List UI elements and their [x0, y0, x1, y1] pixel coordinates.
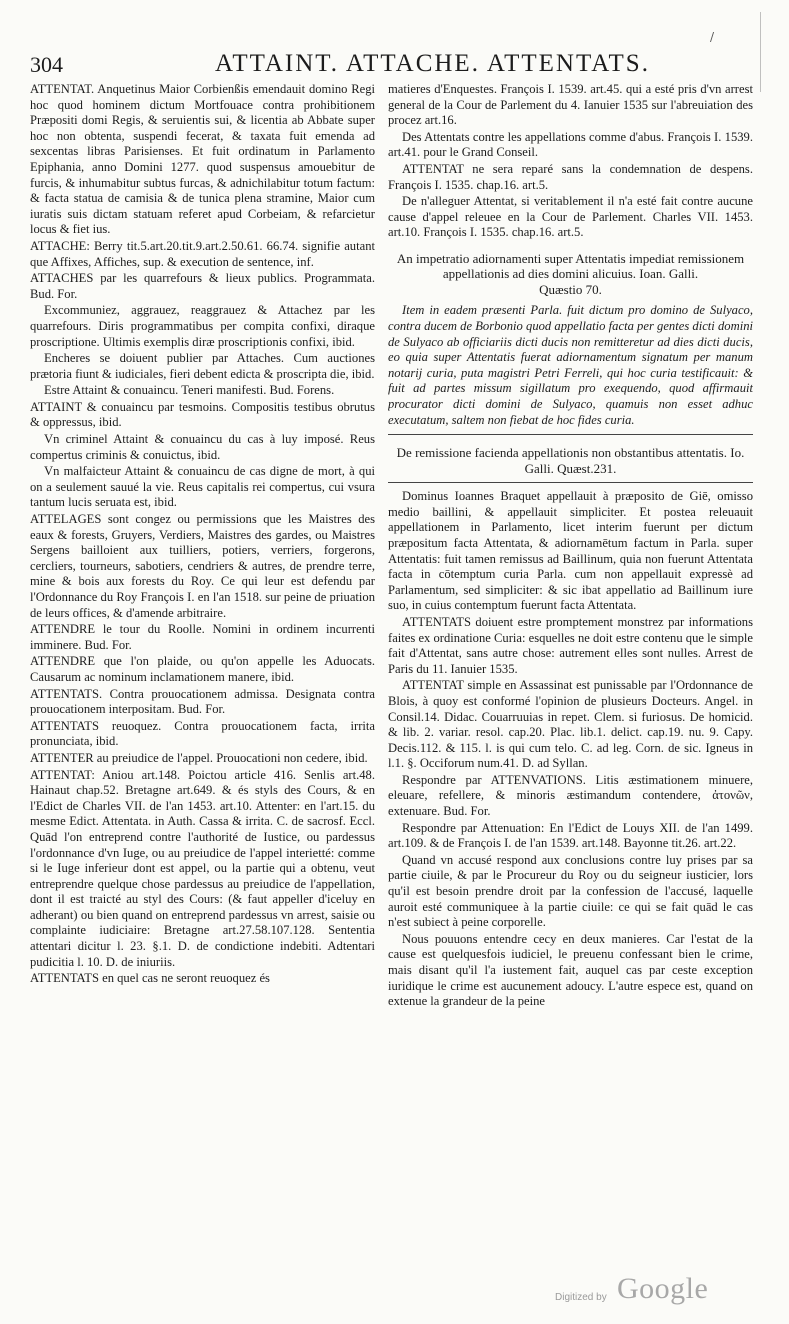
question-heading: [388, 251, 753, 298]
paragraph: ATTELAGES sont congez ou permissions que les Maistres des eaux & forests, Gruyers, Verdiers, Maistres des gardes, ou Maistres Sergens bailloient aux tuilliers, potiers, verriers, forgerons, cercliers, tourneurs, sabotiers, cendriers & autres, de prendre terre, mine & bois aux forests du Roy. Ce qui leur est defendu par l'Ordonnance du Roy François I. en l'an 1518. sur peine de priuation de leurs offices, & d'amende arbitraire.: [30, 512, 375, 620]
paragraph: ATTENDRE le tour du Roolle. Nomini in ordinem incurrenti imminere. Bud. For.: [30, 622, 375, 652]
paragraph: ATTENTAT: Aniou art.148. Poictou article 416. Senlis art.48. Hainaut chap.52. Bretagne art.649. & és styls des Cours, & en l'Edict de Charles VII. de l'an 1453. art.10. Attenter: en l'art.15. du mesme Edict. Attentata. in Auth. Cassa & irrita. C. de sacrosf. Eccl. Quād l'on entreprend contre l'authorité de Iustice, ou pardessus l'ordonnance d'vn Iuge, ou au preiudice de l'appel interietté: comme si le Iuge inferieur dont est appel, ou la partie qui a obtenu, veut entreprendre quelque chose pardessus au preiudice de l'appellation, dont il est traicté au styl des Cours: (& faut appeller d'iceluy en adherant) ou bien quand on entreprend pardessus vn arrest, saisie ou complainte iudiciaire: Bretagne art.27.58.107.128. Sententia attentari dicitur l. 23. §.1. D. de condictione indebiti. Adtentari pudicitia l. 10. D. de iniuriis.: [30, 767, 375, 969]
question-body: Item in eadem præsenti Parla. fuit dictum pro domino de Sulyaco, contra ducem de Borbonio quod appellatio facta per gentes dicti domini de Sulyaco ab officiariis dicti ducis non remitteretur ad dies dicti ducis, eo quia super Attentatis fuerat adiornamentum signatum per manum notarij curia, puta magistri Petri Ferreli, qui hoc curia testificauit: & fuit ad partes missum sigillatum pro exequendo, quod affirmauit procurator dicti domini de Sulyaco, quamuis non esset adhuc executatum, saltem non fiebat de hoc fides curia.: [388, 303, 753, 427]
paragraph: ATTAINT & conuaincu par tesmoins. Compositis testibus obrutus & oppressus, ibid.: [30, 399, 375, 430]
paragraph: ATTACHES par les quarrefours & lieux publics. Programmata. Bud. For.: [30, 271, 375, 301]
section-heading: De remissione facienda appellationis non obstantibus attentatis. Io. Galli. Quæst.231.: [396, 445, 745, 476]
page-number: 304: [30, 52, 63, 77]
paragraph: matieres d'Enquestes. François I. 1539. art.45. qui a esté pris d'vn arrest general de la Cour de Parlement du 4. Ianuier 1535 sur l'abreuiation des procez art.16.: [388, 82, 753, 128]
paragraph: ATTENTAT ne sera reparé sans la condemnation de despens. François I. 1535. chap.16. art.5.: [388, 161, 753, 192]
paragraph: Des Attentats contre les appellations comme d'abus. François I. 1539. art.41. pour le Grand Conseil.: [388, 129, 753, 160]
running-title: ATTAINT. ATTACHE. ATTENTATS.: [215, 50, 650, 77]
divider: [388, 482, 753, 483]
paragraph: Dominus Ioannes Braquet appellauit à præposito de Giē, omisso medio baillini, & appellauit simpliciter. Et postea releuauit appellationem in Parlamento, licet interim fuerunt per dictum præpositum facta Attentata, & adiornamētum factum in Parla. super Attentatis: fuit tamen remissus ad Baillinum, quia non fuerunt Attentata facta in cōtemptum curia Parla. cum non appellauit expressè ad Parlamentum, sed simpliciter: & sic ibat appellatio ad Baillinum iure suo, in cuius contemptum fuerunt facta Attentata.: [388, 489, 753, 613]
paragraph: ATTENTAT. Anquetinus Maior Corbienßis emendauit domino Regi hoc quod hominem dictum Mortfouace contra prohibitionem Præpositi domi Regis, & seruientis sui, & licentia ab Abbate super hoc non obtenta, suspendi fecerat, & taxata fuit emenda ad sexcentas libras Parisienses. Et fuit ordinatum in Parlamento Epiphania, anno Domini 1277. quod suspensus amouebitur de furcis, & inhumabitur subtus furcas, & adnichilabitur totum factum: & facta statua de camisia & de tunica plena stramine, Maior cum iuratis suis dictam statuam referet apud Corbeiam, & refarcietur locus & fiet ius.: [30, 82, 375, 237]
paragraph: Vn criminel Attaint & conuaincu du cas à luy imposé. Reus compertus criminis & conuictus, ibid.: [30, 432, 375, 462]
paragraph: Excommuniez, aggrauez, reaggrauez & Attachez par les quarrefours. Diris programmatibus per compita confixi, diraque proscriptione. Ultimis exemplis diræ proscriptionis confixi, ibid.: [30, 303, 375, 349]
page-header: [30, 50, 760, 78]
google-logo: Google: [617, 1272, 709, 1305]
digitized-by-label: Digitized by: [555, 1292, 607, 1303]
paragraph: Nous pouuons entendre cecy en deux manieres. Car l'estat de la cause est quelquesfois iudiciel, le preuenu confessant bien le crime, mais disant qu'il l'a iustement fait, auquel cas par ceste exception iuridique le crime est aucunement adoucy. L'autre espece est, quand on extenue la grandeur de la peine: [388, 931, 753, 1009]
paragraph: Estre Attaint & conuaincu. Teneri manifesti. Bud. Forens.: [44, 383, 335, 398]
digitized-watermark: [555, 1272, 755, 1312]
right-column: [388, 82, 753, 1082]
paragraph: ATTENTATS reuoquez. Contra prouocationem facta, irrita pronunciata, ibid.: [30, 718, 375, 749]
paragraph: ATTENTATS doiuent estre promptement monstrez par informations faites ex ordinatione Curia: esquelles ne doit estre contenu que le simple fait d'Attentat, sans autre chose: autrement elles sont nulles. Arrest de Paris du 11. Ianuier 1535.: [388, 614, 753, 676]
paragraph: De n'alleguer Attentat, si veritablement il n'a esté fait contre aucune cause d'appel releuee en la Cour de Parlement. Charles VII. 1453. art.10. François I. 1535. chap.16. art.5.: [388, 194, 753, 240]
divider: [388, 434, 753, 435]
paragraph: ATTENTATS. Contra prouocationem admissa. Designata contra prouocationem interpositam. Bud. For.: [30, 686, 375, 717]
paragraph: ATTENDRE que l'on plaide, ou qu'on appelle les Aduocats. Causarum ac nominum inclamationem manere, ibid.: [30, 654, 375, 684]
paragraph: ATTENTATS en quel cas ne seront reuoquez és: [30, 971, 270, 986]
paragraph: Encheres se doiuent publier par Attaches. Cum auctiones prætoria fiunt & iudiciales, fieri debent edicta & proscripta die, ibid.: [30, 351, 375, 381]
question-number: Quæstio 70.: [539, 281, 602, 297]
paragraph: ATTENTER au preiudice de l'appel. Prouocationi non cedere, ibid.: [30, 750, 368, 765]
paragraph: ATTENTAT simple en Assassinat est punissable par l'Ordonnance de Blois, à quoy est conformé l'opinion de plusieurs Docteurs. Angel. in Consil.14. Didac. Couarruuias in repet. Clem. si furiosus. De homicid. & lib. 2. variar. resol. cap.20. Plac. lib.1. delict. cap.19. nu. 9. Capy. Decis.112. & 115. l. is qui cum telo. C. ad leg. Corn. de sic. Igneus in l.1. §. Occiforum num.41. D. ad Syllan.: [388, 678, 753, 771]
paragraph: Respondre par Attenuation: En l'Edict de Louys XII. de l'an 1499. art.109. & de François I. de l'an 1539. art.148. Bayonne tit.26. art.22.: [388, 820, 753, 851]
page-edge-mark: [760, 12, 781, 92]
paragraph: Vn malfaicteur Attaint & conuaincu de cas digne de mort, à qui on a seulement sauué la vie. Reus capitalis rei compertus, cui vsura tantum lucis seruata est, ibid.: [30, 464, 375, 510]
paragraph: Respondre par ATTENVATIONS. Litis æstimationem minuere, eleuare, refellere, & minoris æstimandum contendere, ἀτονῶν, extenuare. Bud. For.: [388, 772, 753, 819]
question-heading-text: An impetratio adiornamenti super Attentatis impediat remissionem appellationis ad dies domini alicuius. Ioan. Galli.: [396, 250, 745, 282]
paragraph: ATTACHE: Berry tit.5.art.20.tit.9.art.2.50.61. 66.74. signifie autant que Affixes, Affiches, sup. & execution de sentence, inf.: [30, 238, 375, 269]
top-mark: /: [710, 30, 715, 44]
left-column: [30, 82, 375, 1152]
paragraph: Quand vn accusé respond aux conclusions contre luy prises par sa partie ciuile, & par le Procureur du Roy ou du seigneur iusticier, lors qu'il est besoin prendre droit par la confession de l'accusé, laquelle auroit esté communiquee à la partie ciuile: ce qui se fait quād le cas n'est subiect à peine corporelle.: [388, 852, 753, 930]
